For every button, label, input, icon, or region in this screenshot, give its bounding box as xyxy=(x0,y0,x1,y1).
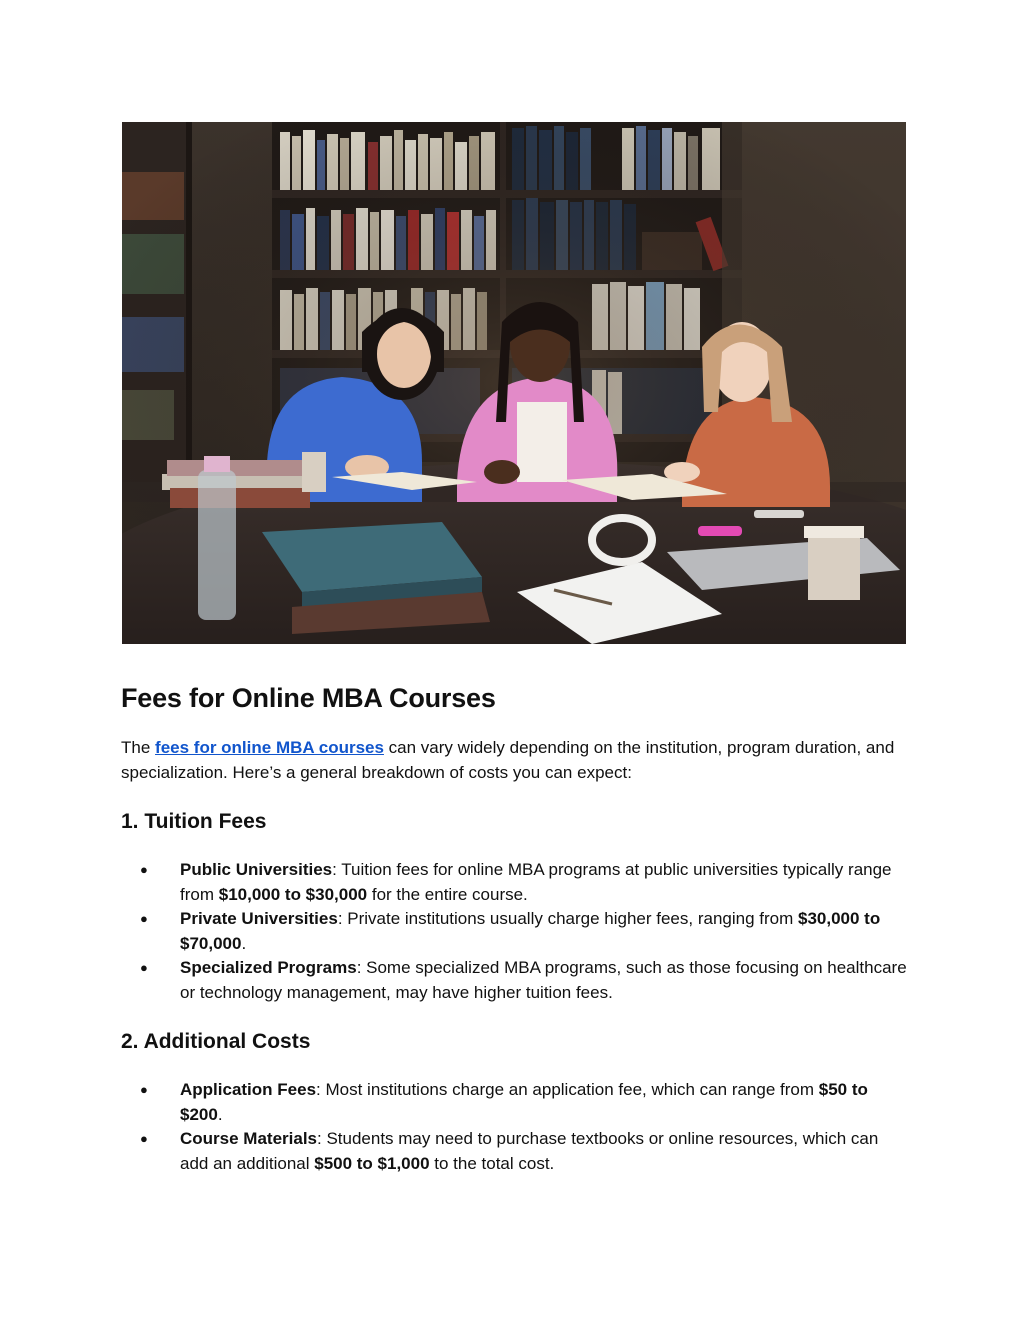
section-heading-tuition-fees: 1. Tuition Fees xyxy=(121,810,267,833)
tuition-fees-list xyxy=(121,858,911,1005)
list-item xyxy=(121,956,911,1005)
bullet-icon: ● xyxy=(140,862,148,877)
intro-paragraph xyxy=(121,736,911,785)
page-title: Fees for Online MBA Courses xyxy=(121,683,496,713)
bullet-icon: ● xyxy=(140,1082,148,1097)
item-term: Specialized Programs xyxy=(180,958,357,977)
list-item xyxy=(121,907,911,956)
fees-link[interactable]: fees for online MBA courses xyxy=(155,738,384,757)
item-amount: $30,000 to $70,000 xyxy=(180,909,881,953)
item-text: : Tuition fees for online MBA programs at public universities typically range from xyxy=(180,860,892,904)
library-photo-illustration xyxy=(122,122,906,644)
item-text-end: . xyxy=(217,1104,223,1124)
bullet-icon: ● xyxy=(140,911,148,926)
item-term: Application Fees xyxy=(180,1080,317,1099)
item-text-end: . xyxy=(241,933,247,953)
additional-costs-list xyxy=(121,1078,911,1176)
section-heading-additional-costs: 2. Additional Costs xyxy=(121,1030,311,1053)
item-amount: $10,000 to $30,000 xyxy=(218,884,368,904)
item-text-end: to the total cost. xyxy=(429,1153,555,1173)
item-term: Public Universities xyxy=(180,860,333,879)
bullet-icon: ● xyxy=(140,1131,148,1146)
list-item xyxy=(121,1127,911,1176)
item-text-end: for the entire course. xyxy=(367,884,528,904)
item-amount: $500 to $1,000 xyxy=(314,1153,430,1173)
item-text: : Some specialized MBA programs, such as those focusing on healthcare or technology management, may have higher tuition fees. xyxy=(180,958,907,1002)
item-amount: $50 to $200 xyxy=(180,1080,868,1124)
article-content xyxy=(121,681,911,1176)
intro-text-before: The xyxy=(121,738,156,757)
hero-photo-students-library xyxy=(122,122,906,644)
item-term: Course Materials xyxy=(180,1129,317,1148)
item-text: : Most institutions charge an application fee, which can range from xyxy=(316,1080,819,1099)
list-item xyxy=(121,858,911,907)
item-text: : Private institutions usually charge higher fees, ranging from xyxy=(337,909,798,928)
list-item xyxy=(121,1078,911,1127)
item-term: Private Universities xyxy=(180,909,338,928)
item-text: : Students may need to purchase textbooks or online resources, which can add an additional xyxy=(180,1129,879,1173)
intro-text-after: can vary widely depending on the institution, program duration, and specialization. Here’s a general breakdown of costs you can expect: xyxy=(121,738,895,782)
bullet-icon: ● xyxy=(140,960,148,975)
